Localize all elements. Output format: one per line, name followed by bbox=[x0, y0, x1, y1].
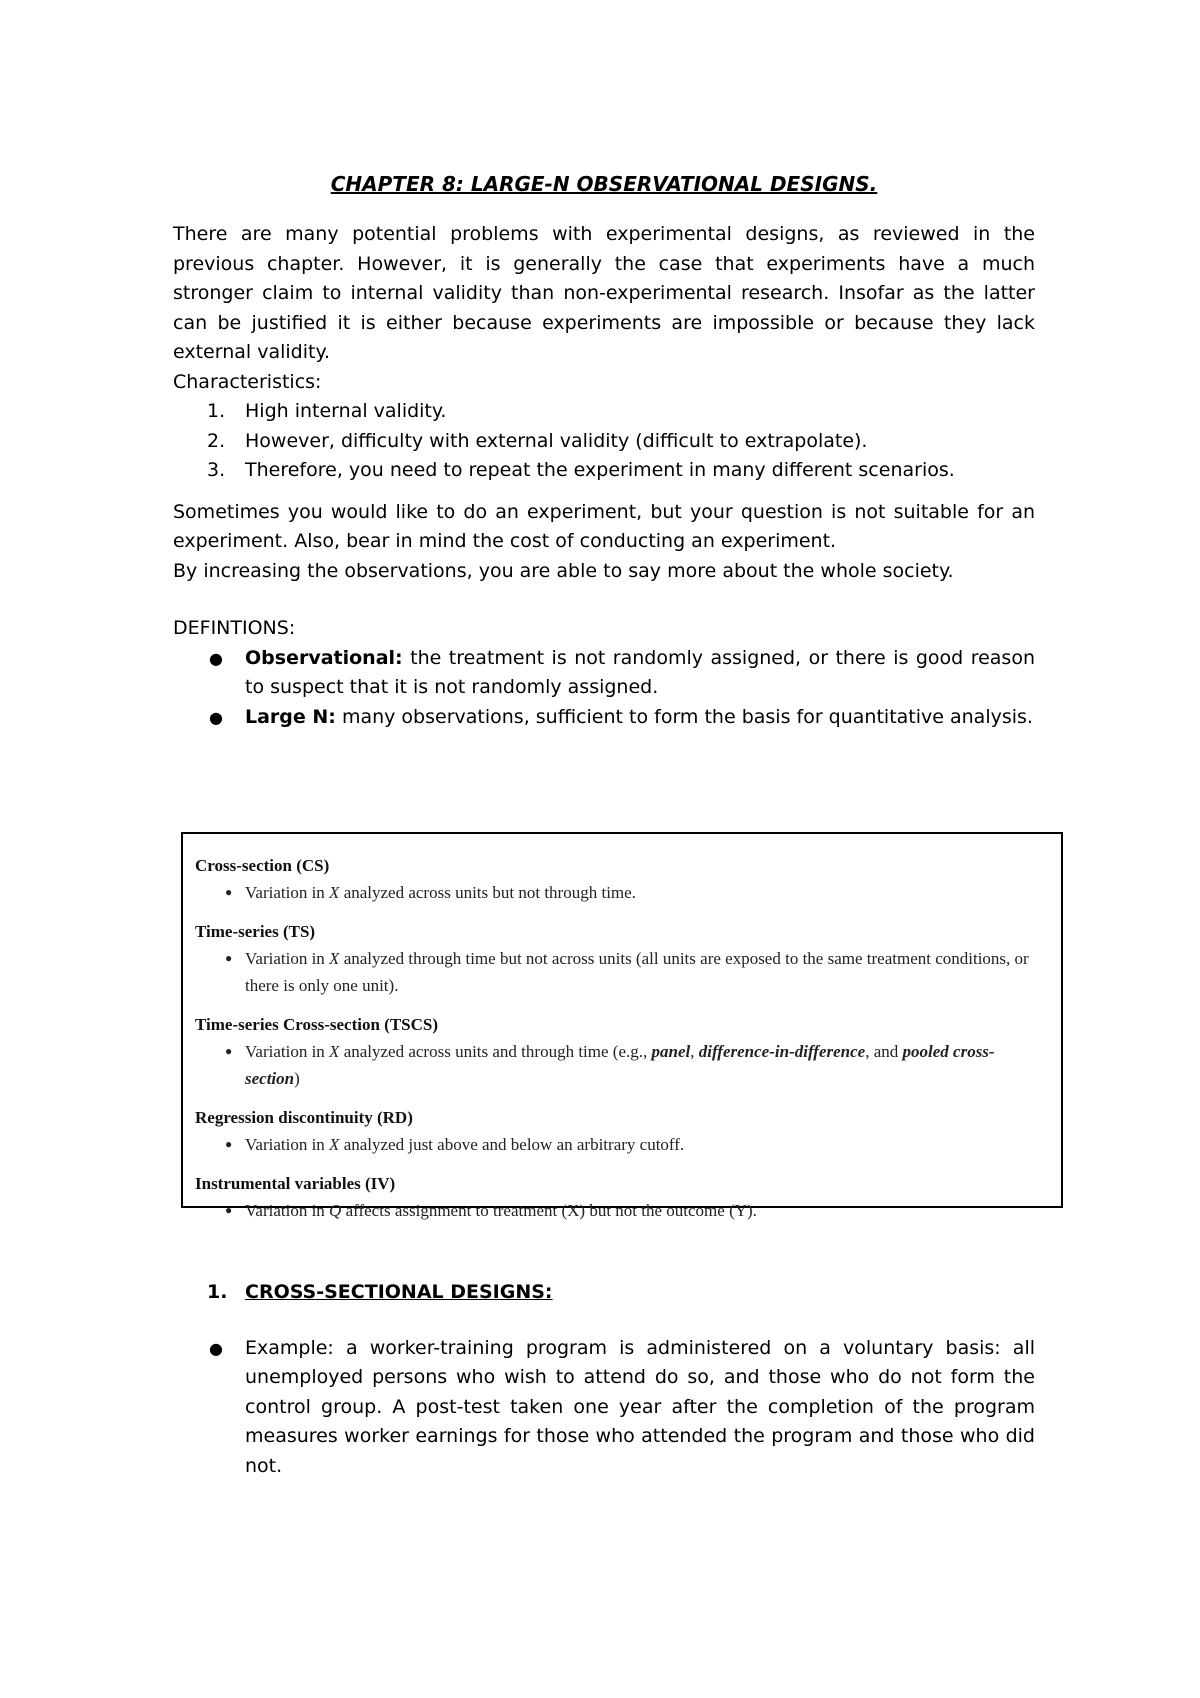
bullet-icon: ● bbox=[225, 885, 233, 899]
item-text: High internal validity. bbox=[245, 400, 447, 422]
section-number: 1. bbox=[207, 1281, 228, 1303]
box-item-desc: ● Variation in X analyzed just above and below an arbitrary cutoff. bbox=[195, 1131, 1041, 1158]
box-item-desc: ● Variation in X analyzed across units and through time (e.g., panel, difference-in-difference, and pooled cross-section) bbox=[195, 1038, 1041, 1092]
design-types-box bbox=[181, 832, 1063, 1220]
section-title bbox=[173, 1278, 1035, 1308]
list-item bbox=[173, 427, 1035, 457]
definitions-label: DEFINTIONS: bbox=[173, 617, 296, 639]
box-item-title: Time-series (TS) bbox=[195, 922, 316, 941]
characteristics-label: Characteristics: bbox=[173, 370, 322, 393]
box-item-desc: ● Variation in X analyzed across units but not through time. bbox=[195, 879, 1041, 906]
bullet-icon: ● bbox=[209, 707, 223, 727]
item-number: 3. bbox=[207, 459, 226, 481]
bullet-icon: ● bbox=[225, 1137, 233, 1151]
paragraph-experiment-cost: Sometimes you would like to do an experiment, but your question is not suitable for an experiment. Also, bear in mind the cost of conducting an experiment. bbox=[173, 500, 1035, 552]
definitions-list bbox=[173, 644, 1035, 733]
section-title-text: CROSS-SECTIONAL DESIGNS: bbox=[245, 1281, 553, 1303]
box-item-title: Regression discontinuity (RD) bbox=[195, 1108, 413, 1127]
example-list bbox=[173, 1334, 1035, 1482]
bullet-icon: ● bbox=[225, 1203, 233, 1217]
box-item-desc: ● Variation in Q affects assignment to treatment (X) but not the outcome (Y). bbox=[195, 1197, 1041, 1224]
box-item-title: Instrumental variables (IV) bbox=[195, 1174, 396, 1193]
main-content bbox=[173, 170, 1035, 732]
item-text: However, difficulty with external validity (difficult to extrapolate). bbox=[245, 429, 868, 452]
characteristics-list bbox=[173, 397, 1035, 486]
item-number: 2. bbox=[207, 429, 226, 452]
bullet-icon: ● bbox=[225, 951, 233, 965]
item-number: 1. bbox=[207, 400, 226, 422]
example-text: Example: a worker-training program is administered on a voluntary basis: all unemployed persons who wish to attend do so, and those who do not form the control group. A post-test taken one year after the completion of the program measures worker earnings for those who attended the program and those who did not. bbox=[245, 1336, 1035, 1477]
paragraph-observations: By increasing the observations, you are able to say more about the whole society. bbox=[173, 559, 954, 582]
box-item-title: Cross-section (CS) bbox=[195, 856, 330, 875]
list-item bbox=[173, 1334, 1035, 1482]
bullet-icon: ● bbox=[225, 1044, 233, 1058]
box-item-desc: ● Variation in X analyzed through time but not across units (all units are exposed to the same treatment conditions, or there is only one unit). bbox=[195, 945, 1041, 999]
list-item bbox=[173, 703, 1035, 733]
section-cross-sectional bbox=[173, 1278, 1035, 1481]
bullet-icon: ● bbox=[209, 1338, 223, 1358]
chapter-title: CHAPTER 8: LARGE-N OBSERVATIONAL DESIGNS. bbox=[330, 172, 878, 196]
list-item bbox=[173, 397, 1035, 427]
bullet-icon: ● bbox=[209, 648, 223, 668]
item-text: Therefore, you need to repeat the experiment in many different scenarios. bbox=[245, 459, 955, 481]
definition-text: the treatment is not randomly assigned, or there is good reason to suspect that it is not randomly assigned. bbox=[245, 646, 1035, 698]
intro-paragraph: There are many potential problems with experimental designs, as reviewed in the previous chapter. However, it is generally the case that experiments have a much stronger claim to internal validity than non-experimental research. Insofar as the latter can be justified it is either because experiments are impossible or because they lack external validity. bbox=[173, 223, 1035, 363]
box-item-title: Time-series Cross-section (TSCS) bbox=[195, 1015, 439, 1034]
list-item bbox=[173, 456, 1035, 486]
definition-term: Observational: bbox=[245, 646, 403, 669]
definition-term: Large N: bbox=[245, 705, 336, 728]
definition-text: many observations, sufficient to form the basis for quantitative analysis. bbox=[335, 705, 1033, 728]
list-item bbox=[173, 644, 1035, 703]
